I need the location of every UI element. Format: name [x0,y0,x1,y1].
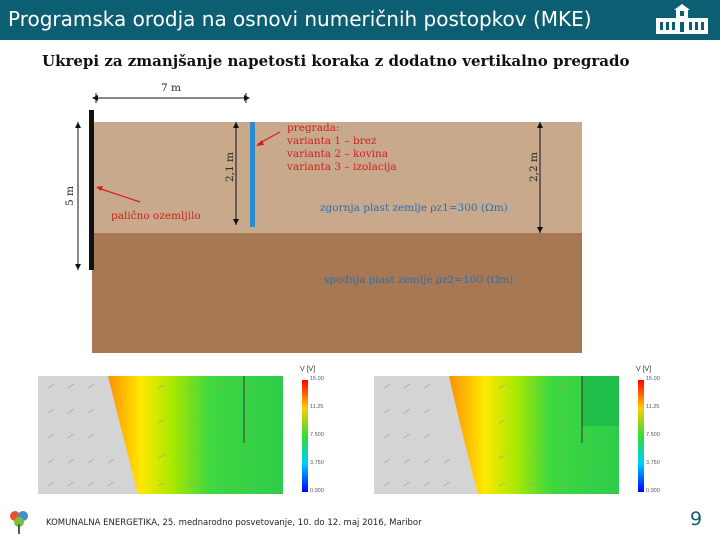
footer-text: KOMUNALNA ENERGETIKA, 25. mednarodno posvetovanje, 10. do 12. maj 2016, Maribor [46,518,422,528]
right-dimension-label: 2,2 m [528,152,540,182]
potential-field-graphic [374,368,674,498]
potential-field-graphic [38,368,338,498]
barrier-variant-line: varianta 1 – brez [287,135,377,147]
barrier-dimension-label: 2,1 m [224,152,236,182]
soil-diagram [0,80,600,360]
conference-logo-icon [8,508,30,534]
page-number: 9 [690,508,703,530]
barrier [250,122,255,227]
upper-layer-label: zgornja plast zemlje ρz1=300 (Ωm) [320,202,508,214]
slide-title: Programska orodja na osnovi numeričnih postopkov (MKE) [8,7,592,31]
lower-soil-layer [92,233,582,353]
barrier-variant-line: varianta 3 – izolacija [287,161,397,173]
colorbar-tick: 7.500 [310,432,324,438]
colorbar-tick: 15.00 [310,376,324,382]
colorbar-tick: 11.25 [646,404,660,410]
grounding-rod [89,110,94,270]
depth-dimension-label: 5 m [64,186,76,206]
potential-plot-2 [374,368,674,498]
colorbar-tick: 0.000 [646,488,660,494]
colorbar-tick: 0.000 [310,488,324,494]
barrier-variant-line: pregrada: [287,122,340,134]
lower-layer-label: spodnja plast zemlje ρz2=100 (Ωm) [324,274,514,286]
colorbar-title: V [V] [636,366,652,373]
width-dimension-label: 7 m [161,82,181,94]
barrier-variant-line: varianta 2 – kovina [287,148,389,160]
university-logo-icon [652,4,712,36]
colorbar-title: V [V] [300,366,316,373]
colorbar-tick: 11.25 [310,404,324,410]
colorbar-tick: 3.750 [646,460,660,466]
potential-plot-1 [38,368,338,498]
colorbar-tick: 7.500 [646,432,660,438]
colorbar-tick: 3.750 [310,460,324,466]
colorbar-tick: 15.00 [646,376,660,382]
slide-subtitle: Ukrepi za zmanjšanje napetosti koraka z dodatno vertikalno pregrado [42,52,630,70]
title-bar [0,0,720,40]
rod-label: palično ozemljilo [111,210,201,222]
